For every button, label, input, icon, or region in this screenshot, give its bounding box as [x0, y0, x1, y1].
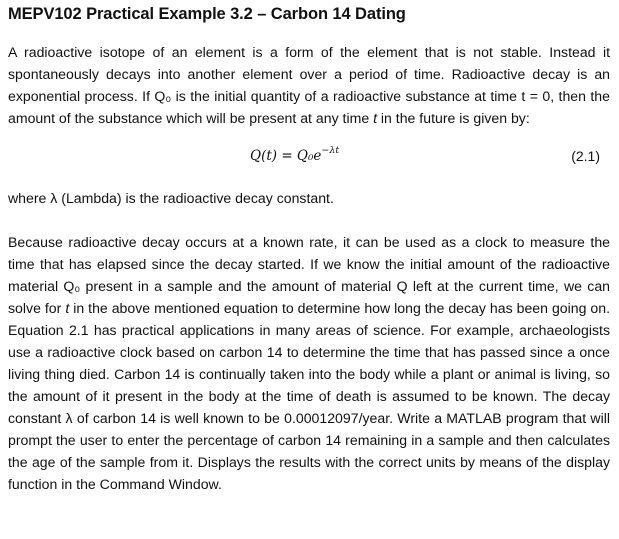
equation-number: (2.1): [571, 148, 600, 164]
body-text-part2: in the above mentioned equation to determine how long the decay has been going on. Equation 2.1 has practical applications in many areas of science. For example, archaeologists use a radioactive clock based on carbon 14 to determine the time that has passed since a once living thing died. Carbon 14 is continually taken into the body while a plant or animal is living, so the amount of it present in the body at the time of death is assumed to be known. The decay constant λ of carbon 14 is well known to be 0.00012097/year. Write a MATLAB program that will prompt the user to enter the percentage of carbon 14 remaining in a sample and then calculates the age of the sample from it. Displays the results with the correct units by means of the display function in the Command Window.: [8, 300, 611, 492]
body-text-part1: Because radioactive decay occurs at a known rate, it can be used as a clock to measure the time that has elapsed since the decay started. If we know the initial amount of the radioactive material Q₀ present in a sample and the amount of material Q left at the current time, we can solve for: [8, 234, 610, 316]
intro-paragraph: [8, 41, 610, 129]
intro-text-part1: A radioactive isotope of an element is a form of the element that is not stable. Instead it spontaneously decays into another element over a period of time. Radioactive decay is an exponential process. If Q₀ is the initial quantity of a radioactive substance at time t = 0, then the amount of the substance which will be present at any time: [8, 44, 610, 126]
decay-equation: [250, 145, 339, 167]
intro-text-part2: in the future is given by:: [377, 110, 530, 126]
equation-body: Q(t) = Q₀e: [250, 148, 322, 164]
body-time-variable: t: [65, 300, 70, 316]
body-paragraph: [8, 231, 610, 495]
equation-exponent: −λt: [321, 145, 340, 156]
document-title: MEPV102 Practical Example 3.2 – Carbon 14 Dating: [8, 5, 406, 23]
intro-time-variable: t: [373, 110, 377, 126]
where-clause: where λ (Lambda) is the radioactive decay constant.: [8, 190, 334, 206]
equation-row: [8, 145, 610, 167]
